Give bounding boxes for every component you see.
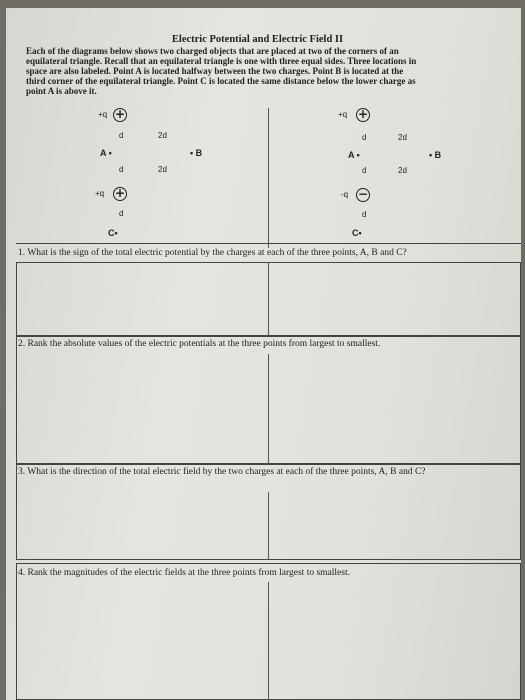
- question-3: 3. What is the direction of the total electric field by the two charges at each of the three points, A, B and C?: [18, 467, 426, 477]
- answer-divider: [268, 262, 269, 336]
- point-c: C•: [108, 228, 118, 238]
- negative-charge-icon: −: [357, 187, 369, 201]
- intro-line: point A is above it.: [26, 86, 97, 96]
- intro-line: equilateral triangle. Recall that an equilateral triangle is one with three equal sides. Three locations in: [26, 56, 417, 66]
- bottom-charge-label: +q: [95, 189, 105, 198]
- side-label: 2d: [158, 131, 167, 140]
- positive-charge-icon: +: [114, 186, 126, 200]
- point-b: • B: [429, 150, 442, 160]
- distance-label: d: [362, 133, 367, 142]
- distance-label: d: [119, 131, 124, 140]
- side-label: 2d: [398, 166, 407, 175]
- distance-label: d: [119, 209, 124, 218]
- point-c: C•: [352, 228, 362, 238]
- page-title: Electric Potential and Electric Field II: [171, 34, 344, 45]
- point-b: • B: [190, 148, 203, 158]
- intro-line: space are also labeled. Point A is located halfway between the two charges. Point B is located at the: [26, 66, 404, 76]
- question-4: 4. Rank the magnitudes of the electric fields at the three points from largest to smallest.: [18, 568, 350, 578]
- intro-line: Each of the diagrams below shows two charged objects that are placed at two of the corners of an: [26, 46, 399, 56]
- intro-paragraph: [26, 46, 486, 96]
- positive-charge-icon: +: [357, 107, 369, 121]
- intro-line: third corner of the equilateral triangle. Point C is located the same distance below the lower charge as: [26, 76, 416, 86]
- bottom-charge-label: -q: [341, 190, 349, 199]
- diagram-divider: [268, 108, 269, 248]
- answer-divider: [268, 582, 269, 700]
- top-charge-label: +q: [338, 110, 348, 119]
- question-divider: [16, 243, 521, 244]
- positive-charge-icon: +: [114, 107, 126, 121]
- point-a: A •: [100, 148, 112, 158]
- distance-label: d: [362, 210, 367, 219]
- distance-label: d: [119, 165, 124, 174]
- question-2: 2. Rank the absolute values of the electric potentials at the three points from largest to smallest.: [18, 339, 381, 349]
- question-1: 1. What is the sign of the total electric potential by the charges at each of the three points, A, B and C?: [18, 248, 407, 258]
- top-charge-label: +q: [98, 110, 108, 119]
- side-label: 2d: [398, 133, 407, 142]
- side-label: 2d: [158, 165, 167, 174]
- answer-divider: [268, 354, 269, 464]
- distance-label: d: [362, 166, 367, 175]
- answer-divider: [268, 492, 269, 560]
- point-a: A •: [348, 150, 360, 160]
